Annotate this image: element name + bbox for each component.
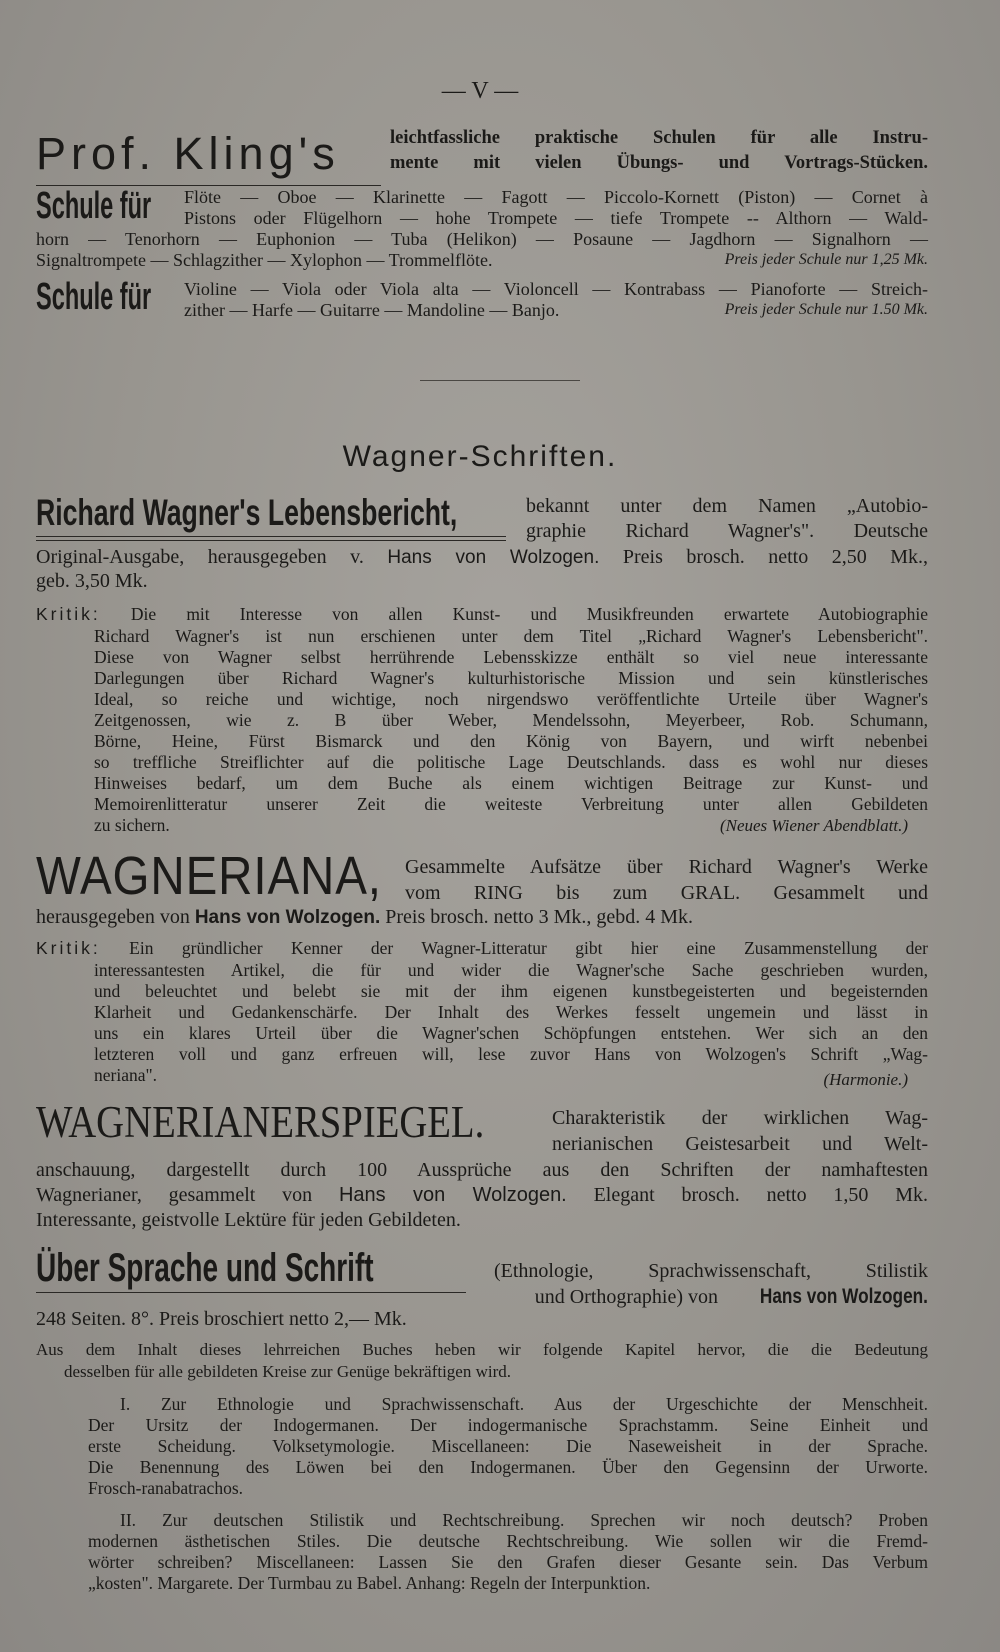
chapter-one-line: Der Ursitz der Indogermanen. Der indogermanische Sprachstamm. Seine Einheit und [88, 1415, 928, 1435]
body-text: Wagnerianer, gesammelt von [36, 1184, 313, 1206]
review-first-line [36, 604, 928, 625]
section-divider [420, 380, 580, 381]
review-line: Ideal, so reiche und wichtige, noch nirgendswo veröffentlichte Urteile über Wagner's [94, 689, 928, 709]
chapter-one-line: Die Benennung des Löwen bei den Indogermanen. Über den Gegensinn der Urworte. [88, 1457, 928, 1477]
wind-instruments-line-4: Signaltrompete — Schlagzither — Xylophon — Trommelflöte. [36, 250, 493, 270]
review-line: Börne, Heine, Fürst Bismarck und den König von Bayern, und wirft nebenbei [94, 731, 928, 751]
lebensbericht-bound-price: geb. 3,50 Mk. [36, 570, 148, 592]
spiegel-body-line-3: Interessante, geistvolle Lektüre für jeden Gebildeten. [36, 1209, 461, 1231]
sprache-meta: 248 Seiten. 8°. Preis broschiert netto 2,— Mk. [36, 1308, 407, 1330]
lebensbericht-underline-2 [36, 540, 506, 541]
author-name: Hans von Wolzogen. [387, 547, 600, 568]
spiegel-title: WAGNERIANERSPIEGEL. [36, 1097, 485, 1147]
publisher-text: herausgegeben von [36, 906, 190, 928]
kling-description-line-1: leichtfassliche praktische Schulen für alle Instru- [390, 128, 928, 148]
review-text: Die mit Interesse von allen Kunst- und Musikfreunden erwartete Autobiographie [130, 604, 929, 624]
review-line: Zeitgenossen, wie z. B über Weber, Mendelssohn, Meyerbeer, Rob. Schumann, [94, 710, 928, 730]
review-line: interessantesten Artikel, die für und wider die Wagner'sche Sache geschrieben wurden, [94, 960, 928, 980]
review-line: Memoirenlitteratur unserer Zeit die weiteste Verbreitung unter allen Gebildeten [94, 794, 928, 814]
chapter-two-line: wörter schreiben? Miscellaneen: Lassen Sie den Grafen dieser Gesante sein. Das Verbum [88, 1552, 928, 1572]
author-name: Hans von Wolzogen. [338, 1184, 567, 1206]
kritik-label: Kritik: [36, 604, 101, 624]
chapter-two-line: modernen ästhetischen Stiles. Die deutsche Rechtschreibung. Wie sollen wir die Fremd- [88, 1531, 928, 1551]
spiegel-subtitle-line-2: nerianischen Geistesarbeit und Welt- [552, 1133, 928, 1155]
wind-price: Preis jeder Schule nur 1,25 Mk. [724, 251, 928, 268]
sprache-intro-line-1: Aus dem Inhalt dieses lehrreichen Buches heben wir folgende Kapitel hervor, die die Bedeutung [36, 1340, 928, 1359]
review-line: Richard Wagner's ist nun erschienen unter dem Titel „Richard Wagner's Lebensbericht". [94, 626, 928, 646]
review-line: letzteren voll und ganz erfreuen will, lese zuvor Hans von Wolzogen's Schrift „Wag- [94, 1044, 928, 1064]
kling-description-line-2: mente mit vielen Übungs- und Vortrags-Stücken. [390, 153, 928, 173]
sprache-title: Über Sprache und Schrift [36, 1246, 374, 1290]
lebensbericht-subtitle-line-2: graphie Richard Wagner's". Deutsche [526, 520, 928, 542]
chapter-one-line-last: Frosch-ranabatrachos. [88, 1478, 244, 1498]
lebensbericht-edition-line [36, 546, 928, 569]
sprache-intro-line-2: desselben für alle gebildeten Kreise zur Genüge bekräftigen wird. [64, 1362, 512, 1381]
review-line: so treffliche Streiflichter auf die politische Lage Deutschlands. dass es wohl nur dieses [94, 752, 928, 772]
chapter-one-line: I. Zur Ethnologie und Sprachwissenschaft. Aus der Urgeschichte der Menschheit. [120, 1394, 928, 1414]
chapter-two-line: II. Zur deutschen Stilistik und Rechtschreibung. Sprechen wir noch deutsch? Proben [120, 1510, 928, 1530]
string-instruments-line-1: Violine — Viola oder Viola alta — Violoncell — Kontrabass — Pianoforte — Streich- [184, 279, 928, 299]
wagneriana-subtitle-line-2: vom RING bis zum GRAL. Gesammelt und [405, 882, 928, 904]
chapter-two-line-last: „kosten". Margarete. Der Turmbau zu Babel. Anhang: Regeln der Interpunktion. [88, 1573, 651, 1593]
review-line: Diese von Wagner selbst herrührende Lebensskizze enthält so viel neue interessante [94, 647, 928, 667]
review-line-last: neriana". [94, 1065, 158, 1085]
subtitle-text: und Orthographie) von [534, 1286, 719, 1308]
lebensbericht-title: Richard Wagner's Lebensbericht, [36, 492, 458, 533]
schule-fur-heading-strings: Schule für [36, 276, 152, 318]
page-number: — V — [441, 78, 519, 104]
string-instruments-line-2: zither — Harfe — Guitarre — Mandoline — Banjo. [184, 300, 560, 320]
lebensbericht-underline-1 [36, 536, 506, 537]
sprache-subtitle-line-1: (Ethnologie, Sprachwissenschaft, Stilistik [494, 1260, 928, 1282]
edition-text: Original-Ausgabe, herausgegeben v. [36, 546, 364, 568]
review-text: Ein gründlicher Kenner der Wagner-Litteratur gibt hier eine Zusammenstellung der [129, 938, 929, 958]
review-line: uns ein klares Urteil über die Wagner'schen Schöpfungen entstehen. Wer sich an den [94, 1023, 928, 1043]
author-name: Hans von Wolzogen. [194, 907, 381, 928]
author-name: Hans von Wolzogen. [759, 1285, 928, 1308]
review-source: (Neues Wiener Abendblatt.) [719, 816, 908, 835]
review-line: Hinweises bedarf, um dem Buche als einem wichtigen Beitrage zur Kunst- und [94, 773, 928, 793]
wind-instruments-line-2: Pistons oder Flügelhorn — hohe Trompete — tiefe Trompete -- Althorn — Wald- [184, 208, 928, 228]
wind-instruments-line-1: Flöte — Oboe — Klarinette — Fagott — Piccolo-Kornett (Piston) — Cornet à [184, 187, 928, 207]
lebensbericht-subtitle-line-1: bekannt unter dem Namen „Autobio- [526, 495, 928, 517]
section-title: Wagner-Schriften. [342, 440, 618, 473]
wagneriana-review-first [36, 938, 928, 959]
wagneriana-publisher-line [36, 906, 693, 929]
sprache-subtitle-line-2 [494, 1285, 928, 1309]
review-line-last: zu sichern. [94, 815, 170, 835]
review-line: Darlegungen über Richard Wagner's kulturhistorische Mission und sein künstlerisches [94, 668, 928, 688]
price-text: Elegant brosch. netto 1,50 Mk. [593, 1184, 928, 1206]
lebensbericht-review [36, 604, 928, 625]
kritik-label: Kritik: [36, 938, 101, 958]
price-text: Preis brosch. netto 2,50 Mk., [622, 546, 929, 568]
spiegel-subtitle-line-1: Charakteristik der wirklichen Wag- [552, 1107, 928, 1129]
wind-instruments-line-3: horn — Tenorhorn — Euphonion — Tuba (Helikon) — Posaune — Jagdhorn — Signalhorn — [36, 229, 928, 249]
review-line: und beleuchtet und belebt sie mit der ihm eigenen kunstbegeisterten und begeisternden [94, 981, 928, 1001]
price-text: Preis brosch. netto 3 Mk., gebd. 4 Mk. [385, 906, 694, 928]
schule-fur-heading-wind: Schule für [36, 185, 152, 227]
wagneriana-subtitle-line-1: Gesammelte Aufsätze über Richard Wagner's Werke [405, 856, 928, 878]
kling-brand-title: Prof. Kling's [36, 128, 340, 179]
sprache-underline [36, 1292, 466, 1293]
chapter-one-line: erste Scheidung. Volksetymologie. Miscellaneen: Die Naseweisheit in der Sprache. [88, 1436, 928, 1456]
review-line: Klarheit und Gedankenschärfe. Der Inhalt des Werkes fesselt ungemein und lässt in [94, 1002, 928, 1022]
wagneriana-title: WAGNERIANA, [36, 846, 382, 906]
review-source: (Harmonie.) [823, 1070, 908, 1089]
spiegel-body-line-1: anschauung, dargestellt durch 100 Aussprüche aus den Schriften der namhaftesten [36, 1159, 928, 1181]
spiegel-body-line-2 [36, 1184, 928, 1207]
strings-price: Preis jeder Schule nur 1.50 Mk. [724, 301, 928, 318]
